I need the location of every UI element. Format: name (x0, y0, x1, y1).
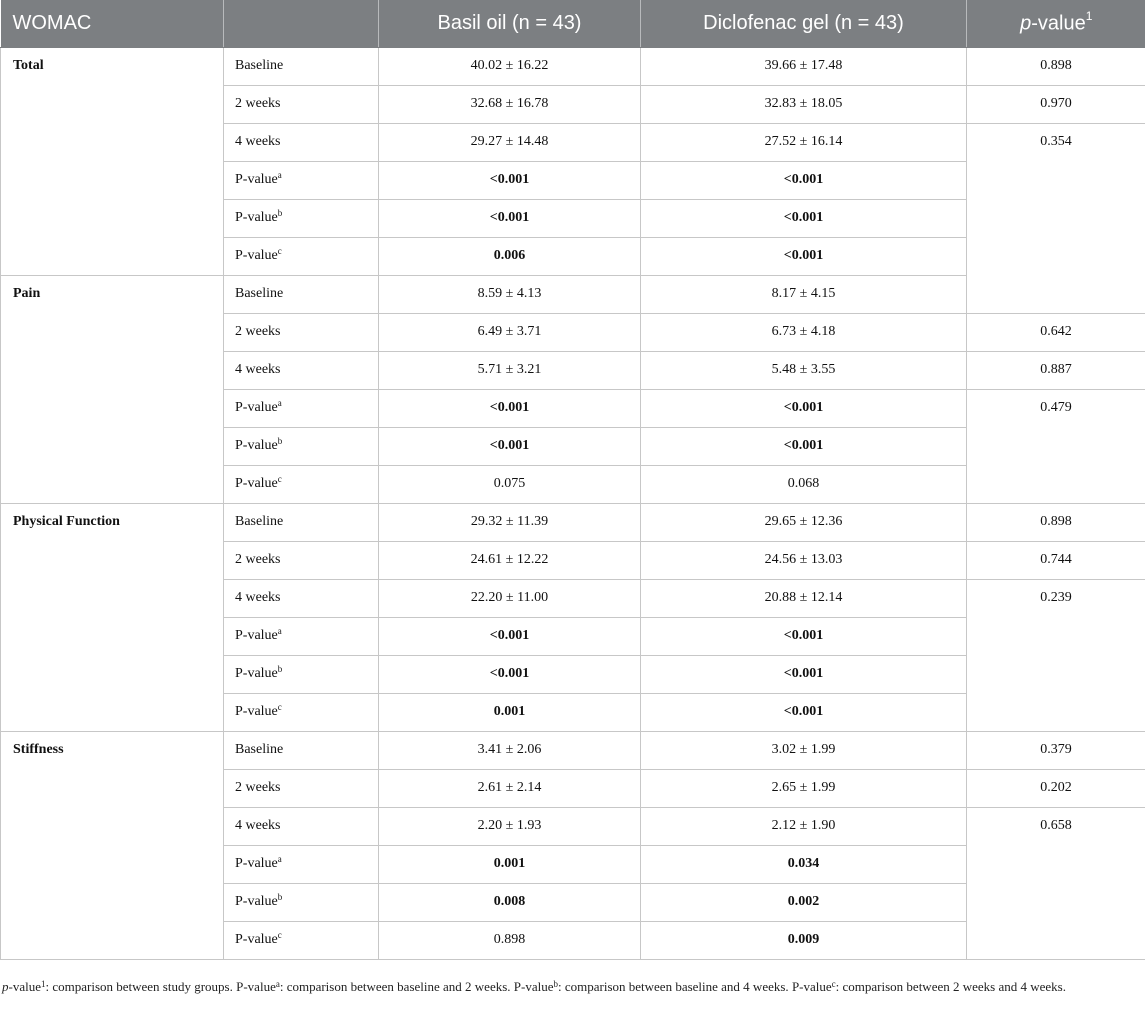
basil-value: 2.20 ± 1.93 (379, 807, 641, 845)
diclo-value: 39.66 ± 17.48 (641, 47, 967, 85)
diclo-value: 2.12 ± 1.90 (641, 807, 967, 845)
pvalue-prefix: P-value (235, 438, 278, 453)
diclo-value: 6.73 ± 4.18 (641, 313, 967, 351)
basil-value: 29.27 ± 14.48 (379, 123, 641, 161)
pvalue-prefix: P-value (235, 704, 278, 719)
header-timepoint (224, 0, 379, 47)
pvalue-sup: c (277, 702, 282, 712)
basil-value: 8.59 ± 4.13 (379, 275, 641, 313)
footnote-pa-text: : comparison between baseline and 2 weeks. (279, 979, 514, 994)
group-p-value: 0.970 (967, 85, 1145, 123)
pvalue-sup: c (277, 246, 282, 256)
basil-value: 29.32 ± 11.39 (379, 503, 641, 541)
table-footnote (2, 977, 1132, 998)
footnote-pb-text: : comparison between baseline and 4 weeks. (558, 979, 792, 994)
diclo-value: <0.001 (641, 199, 967, 237)
footnote-pb-sup: b (553, 979, 558, 989)
group-physical-function: Physical Function (1, 503, 224, 731)
pvalue-label (224, 465, 379, 503)
pvalue-sup: a (277, 170, 282, 180)
header-womac: WOMAC (1, 0, 224, 47)
basil-value: 0.001 (379, 693, 641, 731)
pvalue-prefix: P-value (235, 172, 278, 187)
basil-value: 0.898 (379, 921, 641, 959)
timepoint-label: 4 weeks (224, 351, 379, 389)
timepoint-label: 4 weeks (224, 123, 379, 161)
pvalue-label (224, 427, 379, 465)
group-total: Total (1, 47, 224, 275)
diclo-value: 5.48 ± 3.55 (641, 351, 967, 389)
pvalue-prefix: P-value (235, 894, 278, 909)
basil-value: 6.49 ± 3.71 (379, 313, 641, 351)
diclo-value: 27.52 ± 16.14 (641, 123, 967, 161)
diclo-value: <0.001 (641, 161, 967, 199)
footnote-pa-label: P-value (236, 979, 276, 994)
diclo-value: <0.001 (641, 693, 967, 731)
group-p-value: 0.202 (967, 769, 1145, 807)
diclo-value: 32.83 ± 18.05 (641, 85, 967, 123)
pvalue-label (224, 389, 379, 427)
diclo-value: 0.034 (641, 845, 967, 883)
pvalue-label (224, 921, 379, 959)
pvalue-label (224, 693, 379, 731)
timepoint-label: 4 weeks (224, 579, 379, 617)
pvalue-prefix: P-value (235, 210, 278, 225)
pvalue-sup: c (277, 474, 282, 484)
footnote-pa-sup: a (275, 979, 280, 989)
basil-value: 0.008 (379, 883, 641, 921)
group-p-value: 0.658 (967, 807, 1145, 959)
header-p-sup: 1 (1085, 8, 1093, 23)
diclo-value: 0.068 (641, 465, 967, 503)
pvalue-label (224, 655, 379, 693)
diclo-value: <0.001 (641, 427, 967, 465)
footnote-pc-label: P-value (791, 979, 832, 994)
diclo-value: <0.001 (641, 389, 967, 427)
header-p-rest: -value (1031, 12, 1086, 35)
pvalue-label (224, 161, 379, 199)
pvalue-prefix: P-value (235, 628, 278, 643)
basil-value: 24.61 ± 12.22 (379, 541, 641, 579)
diclo-value: <0.001 (641, 617, 967, 655)
footnote-p1-label: -value (8, 979, 41, 994)
footnote-p1-text: : comparison between study groups. (45, 979, 237, 994)
timepoint-label: 4 weeks (224, 807, 379, 845)
footnote-p1-italic: p (2, 979, 9, 994)
table-row (1, 47, 1145, 85)
timepoint-label: Baseline (224, 275, 379, 313)
diclo-value: <0.001 (641, 655, 967, 693)
timepoint-label: Baseline (224, 731, 379, 769)
group-p-value: 0.379 (967, 731, 1145, 769)
basil-value: <0.001 (379, 389, 641, 427)
pvalue-prefix: P-value (235, 856, 278, 871)
diclo-value: 2.65 ± 1.99 (641, 769, 967, 807)
group-stiffness: Stiffness (1, 731, 224, 959)
basil-value: 5.71 ± 3.21 (379, 351, 641, 389)
pvalue-label (224, 883, 379, 921)
timepoint-label: 2 weeks (224, 313, 379, 351)
pvalue-sup: c (277, 930, 282, 940)
group-p-value: 0.642 (967, 313, 1145, 351)
group-p-value: 0.898 (967, 47, 1145, 85)
pvalue-label (224, 617, 379, 655)
diclo-value: 0.002 (641, 883, 967, 921)
footnote-p1-sup: 1 (40, 979, 46, 989)
footnote-pb-label: P-value (513, 979, 554, 994)
pvalue-sup: b (277, 664, 283, 674)
diclo-value: <0.001 (641, 237, 967, 275)
header-diclofenac-gel: Diclofenac gel (n = 43) (641, 0, 967, 47)
table-header-row (1, 0, 1145, 47)
pvalue-sup: a (277, 854, 282, 864)
pvalue-label (224, 199, 379, 237)
pvalue-sup: a (277, 398, 282, 408)
pvalue-prefix: P-value (235, 932, 278, 947)
pvalue-label (224, 237, 379, 275)
basil-value: 0.001 (379, 845, 641, 883)
header-p-value (967, 0, 1145, 47)
pvalue-sup: a (277, 626, 282, 636)
basil-value: <0.001 (379, 655, 641, 693)
table-row (1, 731, 1145, 769)
group-p-value: 0.887 (967, 351, 1145, 389)
basil-value: 3.41 ± 2.06 (379, 731, 641, 769)
group-p-value: 0.898 (967, 503, 1145, 541)
diclo-value: 3.02 ± 1.99 (641, 731, 967, 769)
footnote-pc-sup: c (831, 979, 836, 989)
group-p-value: 0.744 (967, 541, 1145, 579)
pvalue-sup: b (277, 436, 283, 446)
basil-value: <0.001 (379, 199, 641, 237)
basil-value: <0.001 (379, 617, 641, 655)
header-p-italic: p (1020, 12, 1032, 35)
diclo-value: 20.88 ± 12.14 (641, 579, 967, 617)
diclo-value: 8.17 ± 4.15 (641, 275, 967, 313)
group-p-value: 0.239 (967, 579, 1145, 731)
pvalue-prefix: P-value (235, 666, 278, 681)
group-pain: Pain (1, 275, 224, 503)
basil-value: <0.001 (379, 161, 641, 199)
footnote-pc-text: : comparison between 2 weeks and 4 weeks. (835, 979, 1066, 994)
timepoint-label: Baseline (224, 47, 379, 85)
pvalue-prefix: P-value (235, 248, 278, 263)
basil-value: <0.001 (379, 427, 641, 465)
basil-value: 0.075 (379, 465, 641, 503)
diclo-value: 0.009 (641, 921, 967, 959)
diclo-value: 24.56 ± 13.03 (641, 541, 967, 579)
header-basil-oil: Basil oil (n = 43) (379, 0, 641, 47)
group-p-value: 0.354 (967, 123, 1145, 313)
basil-value: 2.61 ± 2.14 (379, 769, 641, 807)
timepoint-label: 2 weeks (224, 769, 379, 807)
basil-value: 0.006 (379, 237, 641, 275)
pvalue-sup: b (277, 892, 283, 902)
pvalue-label (224, 845, 379, 883)
basil-value: 32.68 ± 16.78 (379, 85, 641, 123)
table-row (1, 503, 1145, 541)
group-p-value: 0.479 (967, 389, 1145, 503)
timepoint-label: 2 weeks (224, 85, 379, 123)
diclo-value: 29.65 ± 12.36 (641, 503, 967, 541)
basil-value: 40.02 ± 16.22 (379, 47, 641, 85)
timepoint-label: Baseline (224, 503, 379, 541)
timepoint-label: 2 weeks (224, 541, 379, 579)
basil-value: 22.20 ± 11.00 (379, 579, 641, 617)
pvalue-sup: b (277, 208, 283, 218)
pvalue-prefix: P-value (235, 400, 278, 415)
pvalue-prefix: P-value (235, 476, 278, 491)
